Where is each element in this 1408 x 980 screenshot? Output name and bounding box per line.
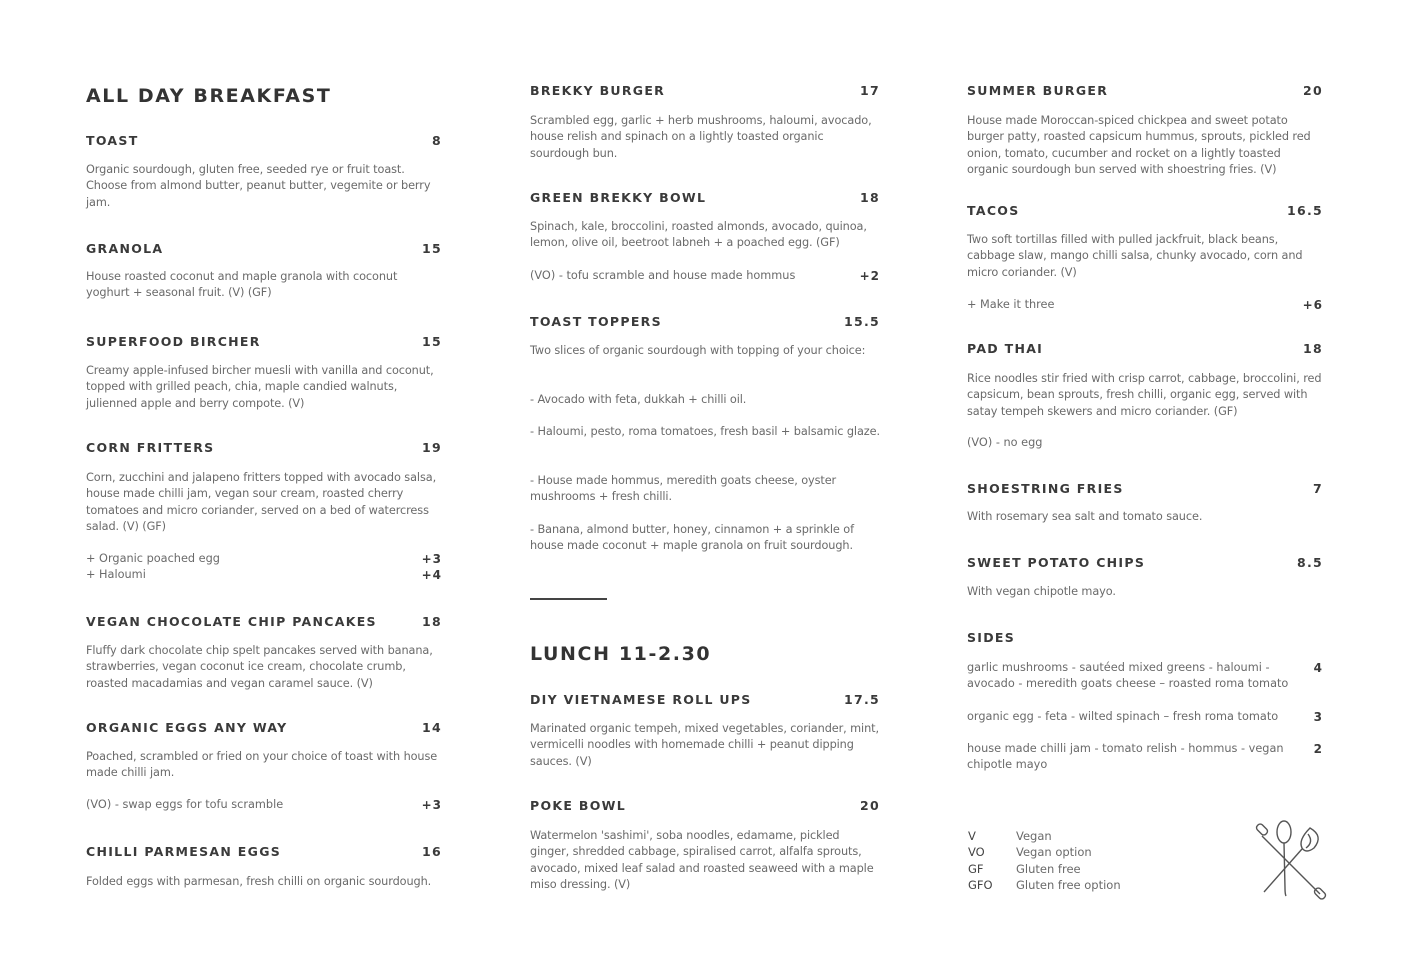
menu-item-price: 17 <box>860 83 880 98</box>
menu-item-header <box>86 241 442 257</box>
menu-item-name: GRANOLA <box>86 241 164 256</box>
menu-item-name: VEGAN CHOCOLATE CHIP PANCAKES <box>86 614 377 629</box>
menu-item-header <box>967 203 1323 219</box>
extra-label: organic egg - feta - wilted spinach – fresh roma tomato <box>967 710 1279 723</box>
menu-item-header <box>967 630 1323 646</box>
menu-item-header <box>530 190 880 206</box>
menu-item-extra <box>967 660 1323 693</box>
legend-value: Gluten free option <box>1016 878 1121 893</box>
legend-row <box>968 828 1121 844</box>
menu-item-header <box>967 481 1323 497</box>
legend-key: V <box>968 829 976 843</box>
extra-label: house made chilli jam - tomato relish - hommus - vegan chipotle mayo <box>967 742 1284 772</box>
section-title: LUNCH 11-2.30 <box>530 643 712 665</box>
menu-item-name: CORN FRITTERS <box>86 440 215 455</box>
menu-item-name: SUPERFOOD BIRCHER <box>86 334 261 349</box>
menu-item-price: 19 <box>422 440 442 455</box>
menu-item-header <box>86 614 442 630</box>
menu-item-option: - Banana, almond butter, honey, cinnamon + a sprinkle of house made coconut + maple granola on fruit sourdough. <box>530 523 854 553</box>
extra-label: (VO) - no egg <box>967 436 1043 449</box>
extra-label: + Make it three <box>967 298 1055 311</box>
menu-item-description: Rice noodles stir fried with crisp carrot, cabbage, broccolini, red capsicum, bean sprouts, fresh chilli, organic egg, served with satay tempeh skewers and micro coriander. (GF) <box>967 372 1322 418</box>
legend-value: Vegan <box>1016 829 1052 843</box>
extra-label: + Haloumi <box>86 568 146 581</box>
menu-item-price: 20 <box>860 798 880 813</box>
section-title: ALL DAY BREAKFAST <box>86 85 332 107</box>
menu-item-name: SWEET POTATO CHIPS <box>967 555 1146 570</box>
menu-item-price: 15 <box>422 241 442 256</box>
menu-item-price: 16.5 <box>1286 203 1323 218</box>
legend-row <box>968 861 1121 877</box>
menu-item-name: ORGANIC EGGS ANY WAY <box>86 720 288 735</box>
extra-label: garlic mushrooms - sautéed mixed greens - haloumi - avocado - meredith goats cheese – roasted roma tomato <box>967 661 1289 691</box>
menu-item-name: SHOESTRING FRIES <box>967 481 1124 496</box>
menu-item-header <box>530 798 880 814</box>
legend-key: VO <box>968 845 985 860</box>
menu-item-description: Organic sourdough, gluten free, seeded rye or fruit toast. Choose from almond butter, peanut butter, vegemite or berry jam. <box>86 163 431 209</box>
menu-item-price: 18 <box>860 190 880 205</box>
menu-item-header <box>530 83 880 99</box>
menu-item-description: Fluffy dark chocolate chip spelt pancakes served with banana, strawberries, vegan coconut ice cream, chocolate crumb, roasted macadamias and vegan caramel sauce. (V) <box>86 644 433 690</box>
menu-item-price: 17.5 <box>843 692 880 707</box>
menu-item-description: House made Moroccan-spiced chickpea and sweet potato burger patty, roasted capsicum hummus, sprouts, pickled red onion, tomato, cucumber and rocket on a lightly toasted organic sourdough bun served with shoestring fries. (V) <box>967 114 1311 176</box>
menu-item-description: Folded eggs with parmesan, fresh chilli on organic sourdough. <box>86 875 432 888</box>
menu-item-description: Poached, scrambled or fried on your choice of toast with house made chilli jam. <box>86 750 438 780</box>
extra-price: +3 <box>421 552 442 566</box>
menu-item-description: Marinated organic tempeh, mixed vegetables, coriander, mint, vermicelli noodles with homemade chilli + peanut dipping sauces. (V) <box>530 722 879 768</box>
menu-item-header <box>86 720 442 736</box>
menu-item-description: Two slices of organic sourdough with topping of your choice: <box>530 344 866 357</box>
menu-item-price: 18 <box>422 614 442 629</box>
menu-item-header <box>967 83 1323 99</box>
menu-item-name: PAD THAI <box>967 341 1044 356</box>
menu-item-description: Watermelon 'sashimi', soba noodles, edamame, pickled ginger, shredded cabbage, spiralised carrot, alfalfa sprouts, avocado, mixed leaf salad and roasted seaweed with a maple miso dressing. (V) <box>530 829 874 891</box>
extra-price: 3 <box>1313 710 1323 724</box>
extra-price: 4 <box>1313 661 1323 675</box>
menu-item-header <box>86 133 442 149</box>
menu-item-price: 16 <box>422 844 442 859</box>
menu-item-description: Two soft tortillas filled with pulled jackfruit, black beans, cabbage slaw, mango chilli salsa, chunky avocado, corn and micro coriander. (V) <box>967 233 1303 279</box>
extra-price: +2 <box>859 269 880 283</box>
menu-item-extra <box>86 567 442 583</box>
menu-item-name: BREKKY BURGER <box>530 83 666 98</box>
menu-item-name: TOAST TOPPERS <box>530 314 662 329</box>
menu-item-extra <box>967 709 1323 725</box>
menu-item-name: SIDES <box>967 630 1016 645</box>
dietary-legend <box>968 828 1121 894</box>
menu-item-header <box>530 314 880 330</box>
menu-item-description: Creamy apple-infused bircher muesli with vanilla and coconut, topped with grilled peach, chia, maple candied walnuts, julienned apple and berry compote. (V) <box>86 364 434 410</box>
menu-item-price: 15 <box>422 334 442 349</box>
menu-item-header <box>967 555 1323 571</box>
extra-label: + Organic poached egg <box>86 552 220 565</box>
menu-item-name: DIY VIETNAMESE ROLL UPS <box>530 692 752 707</box>
menu-item-price: 14 <box>422 720 442 735</box>
menu-item-extra <box>967 297 1323 313</box>
menu-item-price: 8 <box>432 133 442 148</box>
extra-label: (VO) - swap eggs for tofu scramble <box>86 798 284 811</box>
menu-item-name: CHILLI PARMESAN EGGS <box>86 844 282 859</box>
menu-item-extra <box>530 268 880 284</box>
menu-item-option: - Haloumi, pesto, roma tomatoes, fresh basil + balsamic glaze. <box>530 425 880 438</box>
menu-item-name: SUMMER BURGER <box>967 83 1109 98</box>
menu-item-description: Corn, zucchini and jalapeno fritters topped with avocado salsa, house made chilli jam, vegan sour cream, roasted cherry tomatoes and micro coriander, served on a bed of watercress salad. (V) (GF) <box>86 471 437 533</box>
kitchen-utensils-icon <box>1254 818 1328 902</box>
extra-price: 2 <box>1313 742 1323 756</box>
menu-item-name: TOAST <box>86 133 139 148</box>
legend-row <box>968 844 1121 860</box>
menu-item-description: Spinach, kale, broccolini, roasted almonds, avocado, quinoa, lemon, olive oil, beetroot labneh + a poached egg. (GF) <box>530 220 867 250</box>
legend-key: GF <box>968 861 984 876</box>
menu-item-option: - House made hommus, meredith goats cheese, oyster mushrooms + fresh chilli. <box>530 474 837 504</box>
menu-item-price: 8.5 <box>1296 555 1323 570</box>
menu-item-extra <box>86 551 442 567</box>
extra-label: (VO) - tofu scramble and house made hommus <box>530 269 796 282</box>
legend-value: Vegan option <box>1016 845 1092 860</box>
menu-item-extra <box>86 797 442 813</box>
section-divider <box>530 598 607 600</box>
menu-item-name: GREEN BREKKY BOWL <box>530 190 707 205</box>
menu-item-price: 20 <box>1303 83 1323 98</box>
menu-item-description: With vegan chipotle mayo. <box>967 585 1116 598</box>
menu-item-price: 15.5 <box>843 314 880 329</box>
menu-item-name: TACOS <box>967 203 1020 218</box>
menu-item-header <box>86 844 442 860</box>
menu-item-description: With rosemary sea salt and tomato sauce. <box>967 510 1203 523</box>
menu-item-header <box>530 692 880 708</box>
extra-price: +4 <box>421 568 442 582</box>
menu-item-extra <box>967 435 1323 451</box>
menu-item-header <box>967 341 1323 357</box>
menu-item-option: - Avocado with feta, dukkah + chilli oil. <box>530 393 747 406</box>
menu-item-header <box>86 334 442 350</box>
menu-item-price: 18 <box>1303 341 1323 356</box>
menu-item-extra <box>967 741 1323 774</box>
menu-item-header <box>86 440 442 456</box>
menu-item-price: 7 <box>1313 481 1323 496</box>
legend-value: Gluten free <box>1016 861 1081 876</box>
legend-key: GFO <box>968 878 993 893</box>
menu-item-name: POKE BOWL <box>530 798 626 813</box>
extra-price: +6 <box>1302 298 1323 312</box>
legend-row <box>968 877 1121 893</box>
menu-item-description: House roasted coconut and maple granola with coconut yoghurt + seasonal fruit. (V) (GF) <box>86 270 398 300</box>
menu-item-description: Scrambled egg, garlic + herb mushrooms, haloumi, avocado, house relish and spinach on a lightly toasted organic sourdough bun. <box>530 114 872 160</box>
extra-price: +3 <box>421 798 442 812</box>
